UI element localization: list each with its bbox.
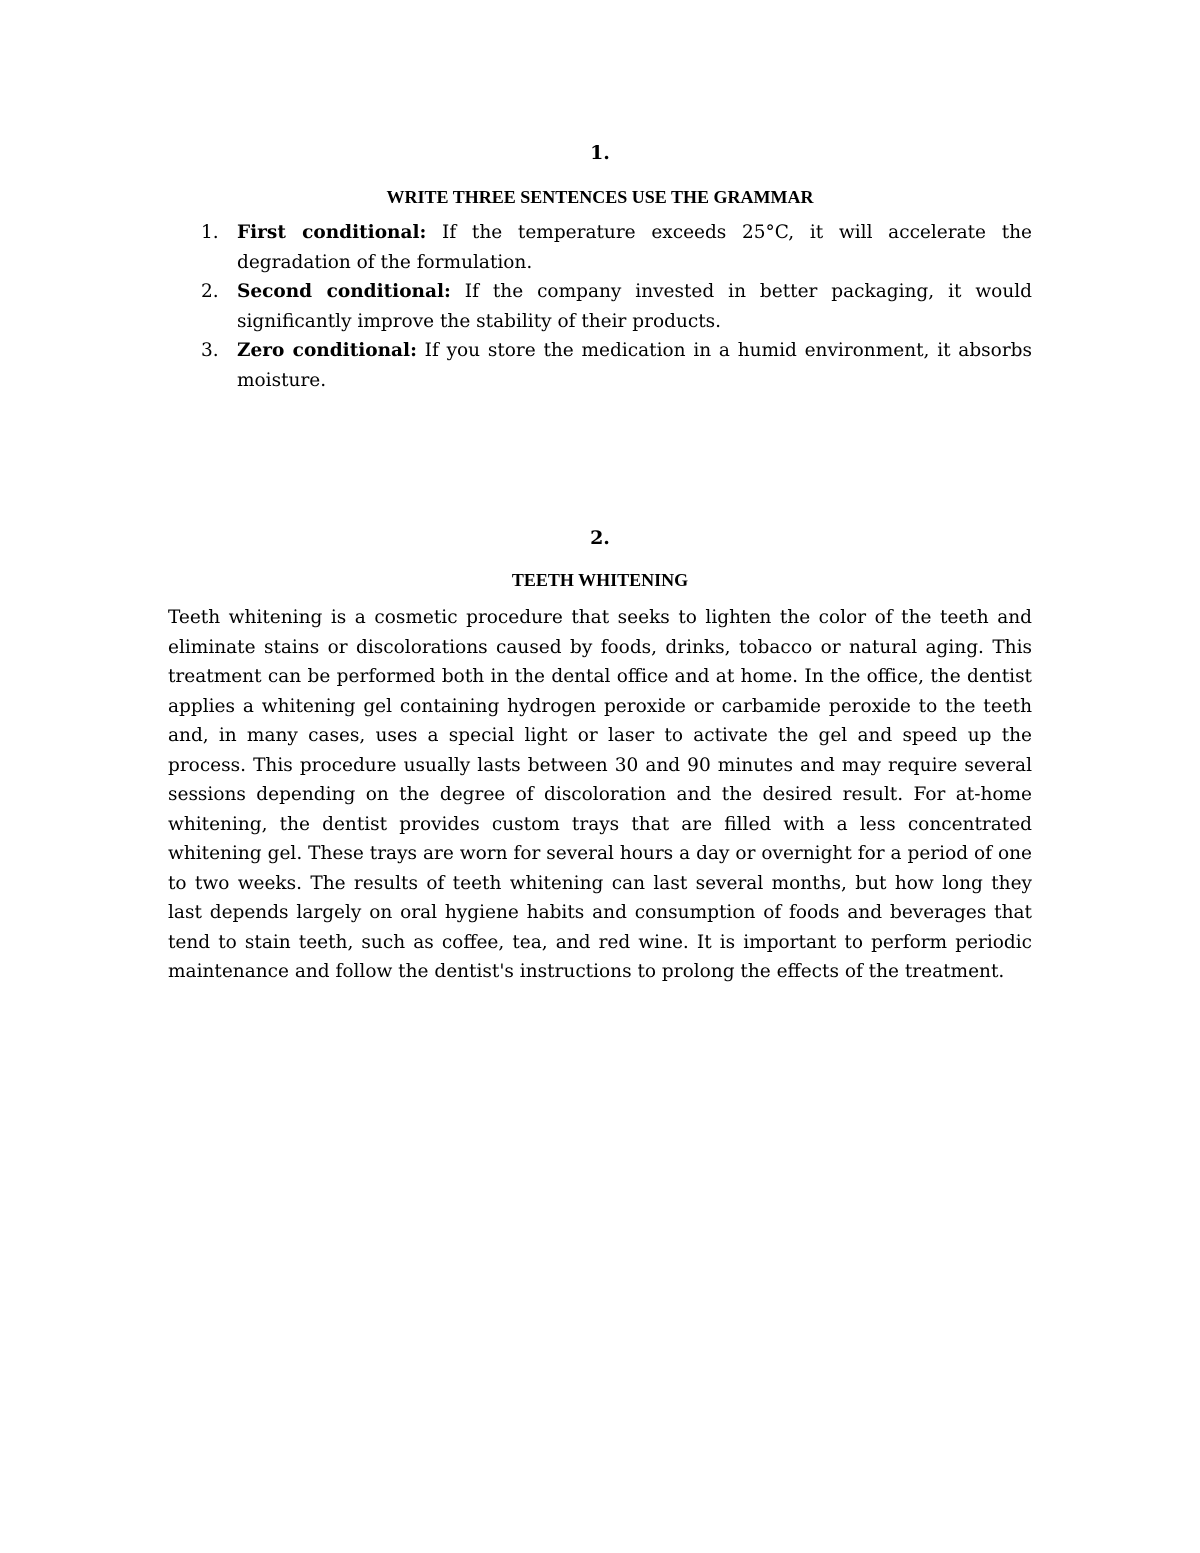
body-paragraph: Teeth whitening is a cosmetic procedure that seeks to lighten the color of the teeth and eliminate stains or discolorations caused by foods, drinks, tobacco or natural aging. This treatment can be performed both in the dental office and at home. In the office, the dentist applies a whitening gel containing hydrogen peroxide or carbamide peroxide to the teeth and, in many cases, uses a special light or laser to activate the gel and speed up the process. This procedure usually lasts between 30 and 90 minutes and may require several sessions depending on the degree of discoloration and the desired result. For at-home whitening, the dentist provides custom trays that are filled with a less concentrated whitening gel. These trays are worn for several hours a day or overnight for a period of one to two weeks. The results of teeth whitening can last several months, but how long they last depends largely on oral hygiene habits and consumption of foods and beverages that tend to stain teeth, such as coffee, tea, and red wine. It is important to perform periodic maintenance and follow the dentist's instructions to prolong the effects of the treatment. <box>168 607 1032 982</box>
list-item-text: If you store the medication in a humid environment, it absorbs moisture. <box>237 340 1032 391</box>
section-number: 1. <box>590 142 610 164</box>
list-item-text: If the company invested in better packaging, it would significantly improve the stability of their products. <box>237 281 1032 332</box>
section-grammar <box>168 138 1032 395</box>
grammar-list <box>168 218 1032 395</box>
list-item-label: First conditional: <box>237 222 427 243</box>
list-item-label: Second conditional: <box>237 281 451 302</box>
list-item-number: 1. <box>201 222 219 243</box>
document-page <box>168 138 1032 987</box>
list-item-text: If the temperature exceeds 25°C, it will accelerate the degradation of the formulation. <box>237 222 1032 273</box>
list-item-number: 3. <box>201 340 219 361</box>
section-spacer <box>168 395 1032 523</box>
list-item <box>168 336 1032 395</box>
list-item-label: Zero conditional: <box>237 340 417 361</box>
section-title: WRITE THREE SENTENCES USE THE GRAMMAR <box>386 187 814 207</box>
section-title: TEETH WHITENING <box>511 570 689 590</box>
section-teeth-whitening <box>168 523 1032 987</box>
list-item <box>168 277 1032 336</box>
section-number: 2. <box>590 527 610 549</box>
list-item-number: 2. <box>201 281 219 302</box>
list-item <box>168 218 1032 277</box>
